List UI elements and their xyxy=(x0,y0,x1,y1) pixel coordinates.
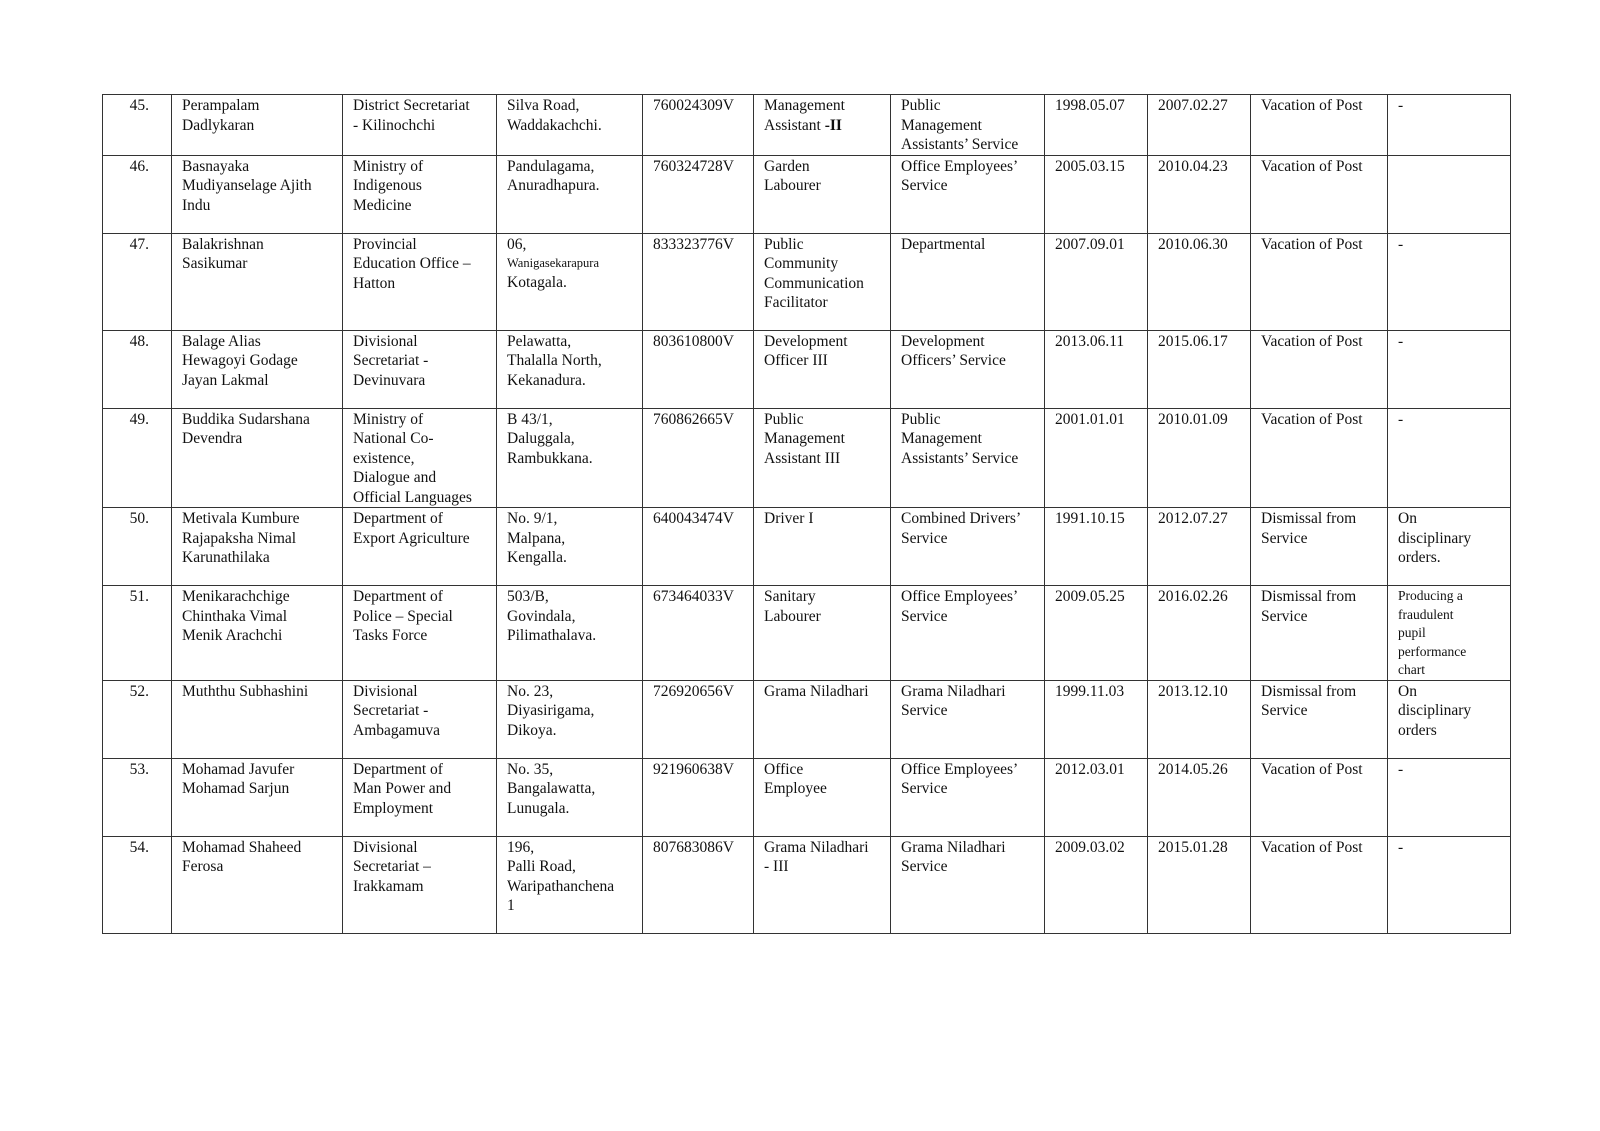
cell-name xyxy=(172,408,343,508)
cell-line: disciplinary xyxy=(1398,702,1472,719)
cell-line: Ministry of xyxy=(353,410,424,428)
cell-line: National Co- xyxy=(353,430,434,447)
cell-vacated: 2012.07.27 xyxy=(1148,508,1251,586)
cell-line: Diyasirigama, xyxy=(507,702,595,719)
cell-service xyxy=(891,836,1045,933)
cell-post xyxy=(754,758,891,836)
cell-line: Labourer xyxy=(764,177,821,194)
cell-line: Lunugala. xyxy=(507,799,570,817)
cell-line: Management xyxy=(901,430,982,447)
table-row xyxy=(103,408,1511,508)
cell-appointed: 1991.10.15 xyxy=(1045,508,1148,586)
cell-line: Assistant III xyxy=(764,449,841,467)
cell-line: Bangalawatta, xyxy=(507,780,596,797)
cell-line: Balakrishnan xyxy=(182,235,264,253)
cell-appointed: 2007.09.01 xyxy=(1045,233,1148,330)
cell-line: - xyxy=(1398,97,1404,114)
cell-line: performance xyxy=(1398,643,1467,659)
cell-line: Management xyxy=(764,97,845,114)
cell-action xyxy=(1251,586,1388,681)
cell-name xyxy=(172,155,343,233)
cell-line: Dikoya. xyxy=(507,721,557,739)
table-row xyxy=(103,508,1511,586)
cell-name xyxy=(172,836,343,933)
cell-vacated: 2014.05.26 xyxy=(1148,758,1251,836)
cell-line: Department of xyxy=(353,760,443,778)
cell-line: Service xyxy=(1261,607,1308,625)
cell-line: Chinthaka Vimal xyxy=(182,607,288,625)
cell-line: - xyxy=(1398,332,1404,350)
cell-line: Perampalam xyxy=(182,97,260,114)
cell-line: Waddakachchi. xyxy=(507,116,602,134)
cell-line: Vacation of Post xyxy=(1261,410,1363,428)
cell-line: - xyxy=(1398,410,1404,428)
cell-nic: 833323776V xyxy=(643,233,754,330)
table-body xyxy=(103,95,1511,934)
cell-line: Officer III xyxy=(764,352,828,369)
cell-line: Service xyxy=(901,702,948,719)
cell-remarks xyxy=(1388,330,1511,408)
cell-line: Grama Niladhari xyxy=(764,682,869,700)
cell-post xyxy=(754,408,891,508)
cell-line: No. 35, xyxy=(507,760,554,778)
table-row xyxy=(103,233,1511,330)
cell-office xyxy=(343,680,497,758)
cell-line: Devinuvara xyxy=(353,371,426,389)
cell-line: 06, xyxy=(507,235,527,253)
cell-service xyxy=(891,408,1045,508)
cell-line: Vacation of Post xyxy=(1261,332,1363,350)
cell-line: Garden xyxy=(764,157,810,175)
cell-line: - III xyxy=(764,858,789,875)
cell-action xyxy=(1251,836,1388,933)
cell-appointed: 2005.03.15 xyxy=(1045,155,1148,233)
cell-line: Anuradhapura. xyxy=(507,177,600,194)
cell-line: Export Agriculture xyxy=(353,529,470,547)
cell-line: 196, xyxy=(507,838,535,856)
cell-service xyxy=(891,95,1045,156)
cell-remarks xyxy=(1388,233,1511,330)
cell-office xyxy=(343,758,497,836)
cell-line: Assistants’ Service xyxy=(901,449,1019,467)
cell-service xyxy=(891,680,1045,758)
cell-line: Divisional xyxy=(353,682,418,700)
records-table xyxy=(102,94,1511,934)
cell-appointed: 2013.06.11 xyxy=(1045,330,1148,408)
cell-line: Department of xyxy=(353,588,443,605)
cell-line: Service xyxy=(1261,529,1308,547)
cell-post xyxy=(754,330,891,408)
cell-name xyxy=(172,680,343,758)
cell-line: Buddika Sudarshana xyxy=(182,410,310,428)
cell-address xyxy=(497,586,643,681)
cell-line: Employment xyxy=(353,799,434,817)
cell-service xyxy=(891,155,1045,233)
cell-line: Menikarachchige xyxy=(182,588,290,605)
cell-line: chart xyxy=(1398,662,1425,677)
cell-line: No. 9/1, xyxy=(507,510,558,527)
cell-line: Karunathilaka xyxy=(182,549,270,566)
table-row xyxy=(103,758,1511,836)
cell-line: orders. xyxy=(1398,549,1441,566)
cell-line: disciplinary xyxy=(1398,529,1472,547)
cell-line: Official Languages xyxy=(353,488,472,506)
cell-office xyxy=(343,408,497,508)
cell-line: Vacation of Post xyxy=(1261,97,1363,114)
cell-line: Dismissal from xyxy=(1261,682,1357,700)
cell-vacated: 2016.02.26 xyxy=(1148,586,1251,681)
cell-line: Divisional xyxy=(353,332,418,350)
table-row xyxy=(103,836,1511,933)
cell-line: Pelawatta, xyxy=(507,332,572,350)
cell-line: Medicine xyxy=(353,196,412,214)
cell-line: Hewagoyi Godage xyxy=(182,352,298,369)
cell-vacated: 2010.06.30 xyxy=(1148,233,1251,330)
cell-office xyxy=(343,330,497,408)
table-row xyxy=(103,680,1511,758)
cell-line: Communication xyxy=(764,274,864,292)
cell-line: Driver I xyxy=(764,510,814,527)
cell-nic: 640043474V xyxy=(643,508,754,586)
cell-line: Palli Road, xyxy=(507,858,576,875)
cell-nic: 760862665V xyxy=(643,408,754,508)
cell-line: Facilitator xyxy=(764,294,828,311)
cell-line: Tasks Force xyxy=(353,627,428,644)
cell-nic: 760324728V xyxy=(643,155,754,233)
cell-line: Indu xyxy=(182,196,211,214)
cell-address xyxy=(497,95,643,156)
cell-post xyxy=(754,508,891,586)
cell-line: Thalalla North, xyxy=(507,352,602,369)
cell-line: Metivala Kumbure xyxy=(182,510,300,527)
cell-line: 503/B, xyxy=(507,588,549,605)
cell-appointed: 2012.03.01 xyxy=(1045,758,1148,836)
cell-remarks xyxy=(1388,586,1511,681)
cell-line: Public xyxy=(764,410,804,428)
cell-office xyxy=(343,836,497,933)
cell-line: Service xyxy=(901,529,948,547)
cell-office xyxy=(343,155,497,233)
cell-line: Labourer xyxy=(764,607,821,625)
cell-action xyxy=(1251,95,1388,156)
cell-line: Menik Arachchi xyxy=(182,627,283,644)
cell-appointed: 1999.11.03 xyxy=(1045,680,1148,758)
cell-line: Management xyxy=(901,116,982,134)
cell-line: Grama Niladhari xyxy=(901,838,1006,856)
cell-line: Department of xyxy=(353,510,443,527)
cell-line: Mohamad Sarjun xyxy=(182,780,290,797)
cell-no: 51. xyxy=(103,586,172,681)
post-grade: -II xyxy=(824,116,842,134)
cell-line: Dismissal from xyxy=(1261,510,1357,527)
cell-no: 50. xyxy=(103,508,172,586)
cell-line: Govindala, xyxy=(507,607,576,625)
cell-line: Office Employees’ xyxy=(901,588,1019,605)
cell-line: Devendra xyxy=(182,430,243,447)
cell-line: fraudulent xyxy=(1398,606,1454,622)
table-row xyxy=(103,155,1511,233)
table-row xyxy=(103,330,1511,408)
cell-line: Departmental xyxy=(901,235,986,253)
cell-line: Sasikumar xyxy=(182,255,248,272)
cell-line: - xyxy=(1398,235,1404,253)
cell-name xyxy=(172,508,343,586)
cell-appointed: 2001.01.01 xyxy=(1045,408,1148,508)
cell-line: - xyxy=(1398,838,1404,856)
cell-remarks xyxy=(1388,408,1511,508)
cell-line: Vacation of Post xyxy=(1261,235,1363,253)
cell-line: 1 xyxy=(507,897,515,914)
cell-line: Office Employees’ xyxy=(901,157,1019,175)
cell-line: Service xyxy=(901,780,948,797)
cell-line: Ambagamuva xyxy=(353,721,440,739)
cell-line: Divisional xyxy=(353,838,418,856)
cell-line: Waripathanchena xyxy=(507,877,615,895)
cell-nic: 921960638V xyxy=(643,758,754,836)
cell-line: On xyxy=(1398,682,1417,700)
cell-line: Secretariat – xyxy=(353,858,431,875)
cell-remarks xyxy=(1388,836,1511,933)
cell-line: Officers’ Service xyxy=(901,352,1006,369)
cell-line: Producing a xyxy=(1398,588,1463,603)
cell-line: Employee xyxy=(764,780,827,797)
cell-line: Rambukkana. xyxy=(507,449,593,467)
cell-line: Grama Niladhari xyxy=(901,682,1006,700)
cell-name xyxy=(172,233,343,330)
cell-line: - Kilinochchi xyxy=(353,116,436,134)
cell-service xyxy=(891,586,1045,681)
cell-action xyxy=(1251,680,1388,758)
cell-line: Indigenous xyxy=(353,177,422,194)
cell-nic: 760024309V xyxy=(643,95,754,156)
cell-vacated: 2015.01.28 xyxy=(1148,836,1251,933)
cell-no: 52. xyxy=(103,680,172,758)
cell-service xyxy=(891,233,1045,330)
cell-line: Mohamad Javufer xyxy=(182,760,295,778)
cell-no: 46. xyxy=(103,155,172,233)
cell-line: Hatton xyxy=(353,274,396,292)
cell-office xyxy=(343,586,497,681)
cell-line: Pandulagama, xyxy=(507,157,595,175)
cell-line: Mohamad Shaheed xyxy=(182,838,302,856)
cell-action xyxy=(1251,508,1388,586)
cell-appointed: 2009.05.25 xyxy=(1045,586,1148,681)
cell-nic: 803610800V xyxy=(643,330,754,408)
cell-no: 48. xyxy=(103,330,172,408)
cell-no: 53. xyxy=(103,758,172,836)
cell-line: Management xyxy=(764,430,845,447)
cell-action xyxy=(1251,330,1388,408)
cell-line: Vacation of Post xyxy=(1261,838,1363,856)
cell-line: Pilimathalava. xyxy=(507,627,597,644)
cell-remarks xyxy=(1388,95,1511,156)
cell-remarks xyxy=(1388,155,1511,233)
cell-line: Vacation of Post xyxy=(1261,157,1363,175)
cell-line: Office Employees’ xyxy=(901,760,1019,778)
cell-address xyxy=(497,508,643,586)
cell-nic: 726920656V xyxy=(643,680,754,758)
cell-line: Police – Special xyxy=(353,607,453,625)
cell-no: 54. xyxy=(103,836,172,933)
cell-line: Assistant -II xyxy=(764,116,842,134)
cell-office xyxy=(343,508,497,586)
cell-line: Public xyxy=(764,235,804,253)
cell-post xyxy=(754,233,891,330)
cell-action xyxy=(1251,758,1388,836)
cell-line: pupil xyxy=(1398,625,1426,640)
cell-line: Kekanadura. xyxy=(507,371,586,389)
cell-address xyxy=(497,155,643,233)
cell-vacated: 2010.04.23 xyxy=(1148,155,1251,233)
cell-line: Public xyxy=(901,410,941,428)
cell-line: Malpana, xyxy=(507,529,566,547)
cell-line: Muththu Subhashini xyxy=(182,682,309,700)
cell-post xyxy=(754,680,891,758)
cell-appointed: 2009.03.02 xyxy=(1045,836,1148,933)
cell-line: Man Power and xyxy=(353,780,452,797)
cell-line: Office xyxy=(764,760,804,778)
cell-line: Kotagala. xyxy=(507,274,567,291)
cell-line: Secretariat - xyxy=(353,702,429,719)
cell-line: Assistants’ Service xyxy=(901,136,1019,153)
cell-line: Basnayaka xyxy=(182,157,250,175)
cell-line: Kengalla. xyxy=(507,549,567,566)
cell-line: Ferosa xyxy=(182,858,224,875)
cell-remarks xyxy=(1388,508,1511,586)
cell-line: Silva Road, xyxy=(507,97,580,114)
cell-line: Sanitary xyxy=(764,588,816,605)
cell-line: Dialogue and xyxy=(353,469,437,486)
cell-no: 49. xyxy=(103,408,172,508)
cell-line: Ministry of xyxy=(353,157,424,175)
cell-post xyxy=(754,155,891,233)
cell-post xyxy=(754,836,891,933)
table-row xyxy=(103,95,1511,156)
cell-vacated: 2015.06.17 xyxy=(1148,330,1251,408)
cell-line: orders xyxy=(1398,721,1437,739)
cell-line: Service xyxy=(901,858,948,875)
cell-address xyxy=(497,680,643,758)
cell-no: 45. xyxy=(103,95,172,156)
cell-service xyxy=(891,758,1045,836)
cell-remarks xyxy=(1388,680,1511,758)
cell-line: Grama Niladhari xyxy=(764,838,869,856)
cell-line: Jayan Lakmal xyxy=(182,371,269,389)
cell-name xyxy=(172,758,343,836)
cell-service xyxy=(891,508,1045,586)
cell-action xyxy=(1251,408,1388,508)
cell-office xyxy=(343,95,497,156)
cell-address xyxy=(497,758,643,836)
cell-line: Combined Drivers’ xyxy=(901,510,1022,527)
cell-line: Dismissal from xyxy=(1261,588,1357,605)
cell-post xyxy=(754,586,891,681)
cell-service xyxy=(891,330,1045,408)
cell-line: Secretariat - xyxy=(353,352,429,369)
cell-line: Community xyxy=(764,255,839,272)
cell-line: Rajapaksha Nimal xyxy=(182,529,297,547)
cell-address xyxy=(497,836,643,933)
cell-line: No. 23, xyxy=(507,682,554,700)
cell-line: District Secretariat xyxy=(353,97,470,114)
cell-line: Mudiyanselage Ajith xyxy=(182,177,312,194)
cell-line: Development xyxy=(901,332,985,350)
cell-line: Service xyxy=(1261,702,1308,719)
cell-vacated: 2013.12.10 xyxy=(1148,680,1251,758)
cell-line: Service xyxy=(901,177,948,194)
cell-line: Vacation of Post xyxy=(1261,760,1363,778)
cell-action xyxy=(1251,155,1388,233)
cell-line-small: Wanigasekarapura xyxy=(507,256,599,270)
cell-action xyxy=(1251,233,1388,330)
cell-office xyxy=(343,233,497,330)
cell-line: Public xyxy=(901,97,941,114)
cell-appointed: 1998.05.07 xyxy=(1045,95,1148,156)
table-row xyxy=(103,586,1511,681)
cell-name xyxy=(172,586,343,681)
cell-line: Education Office – xyxy=(353,255,471,272)
cell-vacated: 2010.01.09 xyxy=(1148,408,1251,508)
cell-line: - xyxy=(1398,760,1404,778)
cell-line: Provincial xyxy=(353,235,417,253)
cell-line: Irakkamam xyxy=(353,877,424,895)
cell-post xyxy=(754,95,891,156)
cell-address xyxy=(497,330,643,408)
cell-address xyxy=(497,233,643,330)
cell-address xyxy=(497,408,643,508)
cell-name xyxy=(172,330,343,408)
cell-nic: 673464033V xyxy=(643,586,754,681)
cell-name xyxy=(172,95,343,156)
cell-line: existence, xyxy=(353,449,415,467)
cell-line: B 43/1, xyxy=(507,410,553,428)
cell-vacated: 2007.02.27 xyxy=(1148,95,1251,156)
cell-line: Dadlykaran xyxy=(182,116,255,134)
cell-line: Development xyxy=(764,332,848,350)
cell-no: 47. xyxy=(103,233,172,330)
cell-remarks xyxy=(1388,758,1511,836)
cell-line: On xyxy=(1398,510,1417,527)
cell-line: Service xyxy=(901,607,948,625)
cell-nic: 807683086V xyxy=(643,836,754,933)
cell-line: Balage Alias xyxy=(182,332,261,350)
cell-line: Daluggala, xyxy=(507,430,575,447)
